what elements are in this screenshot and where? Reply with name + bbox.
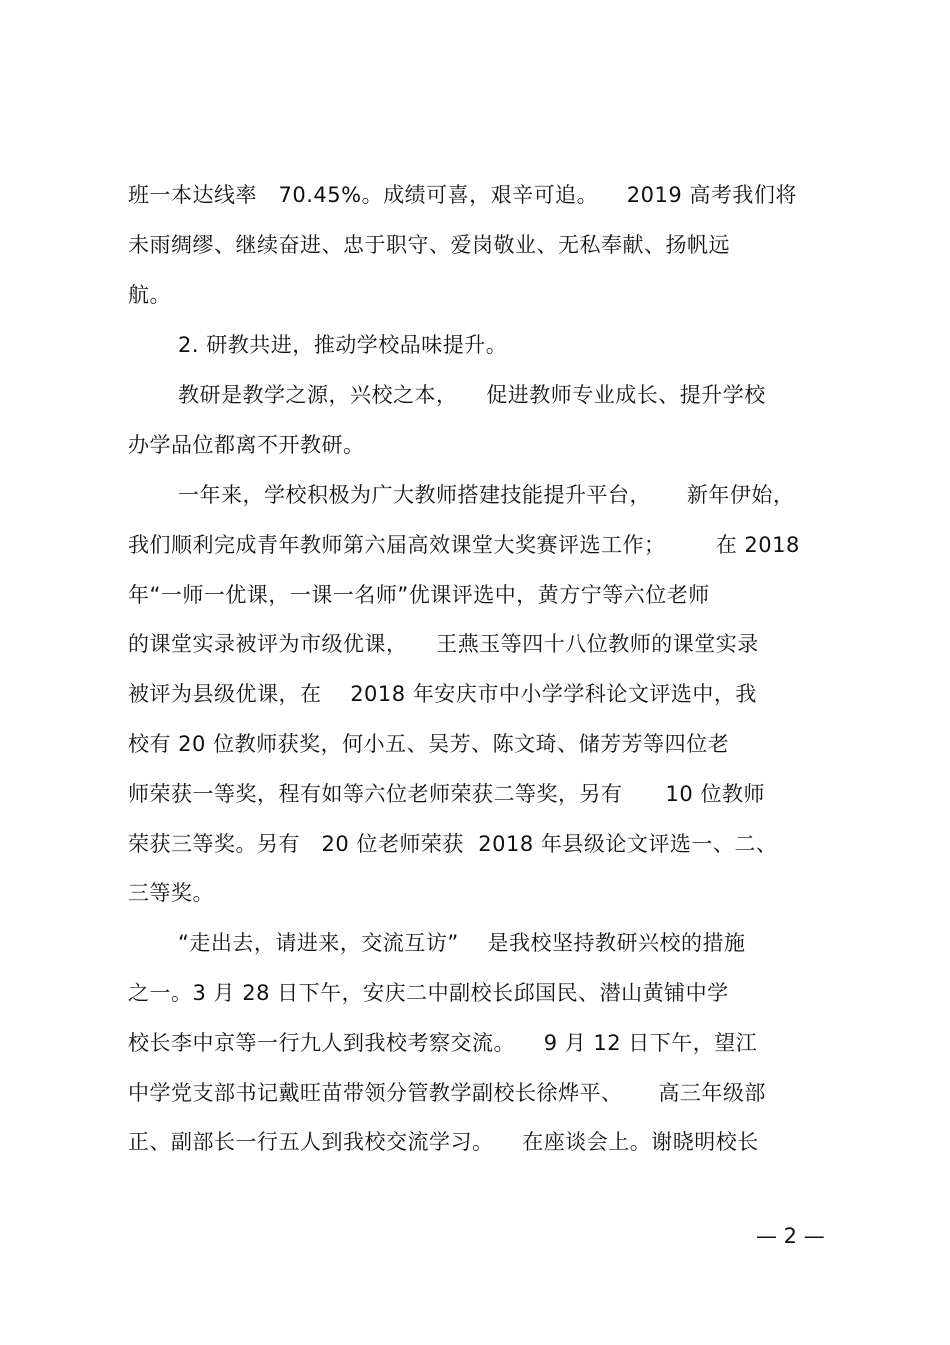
text-line: 三等奖。 — [128, 881, 214, 905]
text-line: 航。 — [128, 283, 171, 307]
text-line: “走出去，请进来，交流互访” 是我校坚持教研兴校的措施 — [178, 931, 746, 955]
text-line: 我们顺利完成青年教师第六届高效课堂大奖赛评选工作； 在 2018 — [128, 533, 800, 557]
text-line: 未雨绸缪、继续奋进、忠于职守、爱岗敬业、无私奉献、扬帆远 — [128, 233, 730, 257]
text-line: 办学品位都离不开教研。 — [128, 433, 365, 457]
text-line: 年“一师一优课，一课一名师”优课评选中，黄方宁等六位老师 — [128, 583, 710, 607]
text-line: 正、副部长一行五人到我校交流学习。 在座谈会上。谢晓明校长 — [128, 1130, 759, 1154]
text-line: 的课堂实录被评为市级优课， 王燕玉等四十八位教师的课堂实录 — [128, 632, 759, 656]
text-line: 一年来，学校积极为广大教师搭建技能提升平台， 新年伊始， — [178, 483, 795, 507]
text-line: 校有 20 位教师获奖，何小五、吴芳、陈文琦、储芳芳等四位老 — [128, 732, 730, 756]
text-line: 教研是教学之源，兴校之本， 促进教师专业成长、提升学校 — [178, 383, 766, 407]
text-line: 校长李中京等一行九人到我校考察交流。 9 月 12 日下午，望江 — [128, 1031, 758, 1055]
text-line: 班一本达线率 70.45%。成绩可喜，艰辛可追。 2019 高考我们将 — [128, 183, 797, 207]
section-heading: 2. 研教共进，推动学校品味提升。 — [178, 333, 508, 357]
text-line: 被评为县级优课，在 2018 年安庆市中小学学科论文评选中，我 — [128, 682, 757, 706]
text-line: 之一。3 月 28 日下午，安庆二中副校长邱国民、潜山黄铺中学 — [128, 981, 729, 1005]
text-line: 荣获三等奖。另有 20 位老师荣获 2018 年县级论文评选一、二、 — [128, 832, 778, 856]
text-line: 中学党支部书记戴旺苗带领分管教学副校长徐烨平、 高三年级部 — [128, 1081, 766, 1105]
text-line: 师荣获一等奖，程有如等六位老师荣获二等奖，另有 10 位教师 — [128, 782, 765, 806]
page-number: — 2 — — [756, 1224, 825, 1248]
